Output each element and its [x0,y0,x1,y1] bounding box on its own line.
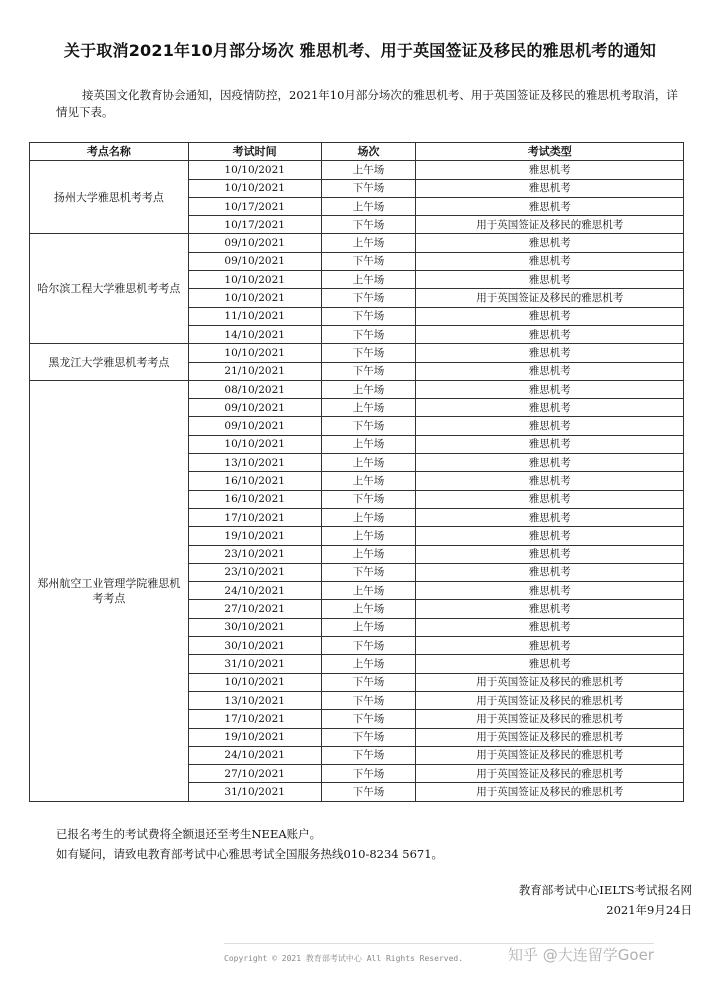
exam-session: 下午场 [321,179,416,197]
exam-date: 08/10/2021 [188,380,321,398]
exam-session: 上午场 [321,472,416,490]
exam-type: 用于英国签证及移民的雅思机考 [416,710,684,728]
exam-session: 下午场 [321,765,416,783]
exam-session: 下午场 [321,637,416,655]
exam-type: 雅思机考 [416,197,684,215]
exam-session: 下午场 [321,344,416,362]
exam-type: 雅思机考 [416,325,684,343]
exam-date: 17/10/2021 [188,508,321,526]
table-header-row [30,143,684,161]
exam-session: 上午场 [321,618,416,636]
exam-date: 24/10/2021 [188,746,321,764]
exam-date: 16/10/2021 [188,472,321,490]
exam-date: 09/10/2021 [188,234,321,252]
exam-type: 雅思机考 [416,454,684,472]
exam-date: 31/10/2021 [188,655,321,673]
exam-date: 30/10/2021 [188,618,321,636]
exam-session: 上午场 [321,655,416,673]
cancelled-sessions-table [29,142,684,802]
exam-type: 用于英国签证及移民的雅思机考 [416,673,684,691]
exam-date: 11/10/2021 [188,307,321,325]
exam-type: 雅思机考 [416,508,684,526]
exam-type: 雅思机考 [416,234,684,252]
table-row [30,234,684,252]
exam-session: 上午场 [321,161,416,179]
exam-session: 下午场 [321,691,416,709]
exam-session: 上午场 [321,399,416,417]
exam-date: 10/10/2021 [188,161,321,179]
exam-date: 19/10/2021 [188,527,321,545]
exam-type: 雅思机考 [416,179,684,197]
exam-session: 下午场 [321,362,416,380]
exam-session: 上午场 [321,527,416,545]
exam-center-name: 黑龙江大学雅思机考考点 [30,344,189,381]
copyright-text: Copyright © 2021 教育部考试中心 All Rights Reserved. [224,954,464,963]
exam-date: 09/10/2021 [188,399,321,417]
exam-type: 雅思机考 [416,161,684,179]
exam-session: 下午场 [321,673,416,691]
exam-date: 27/10/2021 [188,765,321,783]
notice-title: 关于取消2021年10月部分场次 雅思机考、用于英国签证及移民的雅思机考的通知 [63,41,657,60]
exam-type: 雅思机考 [416,252,684,270]
exam-session: 下午场 [321,216,416,234]
exam-date: 23/10/2021 [188,563,321,581]
exam-session: 上午场 [321,600,416,618]
exam-session: 上午场 [321,234,416,252]
exam-date: 23/10/2021 [188,545,321,563]
exam-type: 雅思机考 [416,380,684,398]
exam-type: 雅思机考 [416,271,684,289]
exam-type: 雅思机考 [416,545,684,563]
exam-type: 用于英国签证及移民的雅思机考 [416,783,684,801]
exam-session: 上午场 [321,582,416,600]
exam-date: 14/10/2021 [188,325,321,343]
exam-date: 13/10/2021 [188,691,321,709]
table-body [30,161,684,801]
exam-type: 雅思机考 [416,362,684,380]
exam-type: 用于英国签证及移民的雅思机考 [416,728,684,746]
exam-date: 16/10/2021 [188,490,321,508]
exam-session: 下午场 [321,307,416,325]
exam-date: 10/10/2021 [188,179,321,197]
exam-session: 上午场 [321,271,416,289]
exam-center-name: 郑州航空工业管理学院雅思机考考点 [30,380,189,801]
table-row [30,380,684,398]
exam-session: 下午场 [321,490,416,508]
exam-type: 雅思机考 [416,417,684,435]
zhihu-watermark: 知乎 @大连留学Goer [508,946,654,964]
exam-session: 下午场 [321,563,416,581]
exam-date: 10/10/2021 [188,673,321,691]
exam-date: 10/17/2021 [188,216,321,234]
exam-type: 雅思机考 [416,582,684,600]
exam-type: 用于英国签证及移民的雅思机考 [416,691,684,709]
refund-note: 已报名考生的考试费将全额退还至考生NEEA账户。 [56,827,322,841]
issuer-name: 教育部考试中心IELTS考试报名网 [518,883,692,897]
exam-type: 雅思机考 [416,600,684,618]
header-center: 考点名称 [30,143,189,161]
exam-date: 21/10/2021 [188,362,321,380]
exam-session: 下午场 [321,728,416,746]
exam-date: 17/10/2021 [188,710,321,728]
exam-date: 27/10/2021 [188,600,321,618]
intro-paragraph: 接英国文化教育协会通知，因疫情防控，2021年10月部分场次的雅思机考、用于英国签证及移民的雅思机考取消，详情见下表。 [56,88,678,119]
exam-type: 雅思机考 [416,655,684,673]
exam-session: 下午场 [321,417,416,435]
hotline-note: 如有疑问，请致电教育部考试中心雅思考试全国服务热线010-8234 5671。 [56,847,444,861]
exam-type: 雅思机考 [416,563,684,581]
exam-date: 10/17/2021 [188,197,321,215]
exam-type: 雅思机考 [416,307,684,325]
exam-date: 09/10/2021 [188,417,321,435]
exam-center-name: 哈尔滨工程大学雅思机考考点 [30,234,189,344]
exam-type: 用于英国签证及移民的雅思机考 [416,289,684,307]
exam-session: 下午场 [321,746,416,764]
header-date: 考试时间 [188,143,321,161]
exam-date: 09/10/2021 [188,252,321,270]
exam-date: 10/10/2021 [188,271,321,289]
exam-type: 用于英国签证及移民的雅思机考 [416,216,684,234]
table-row [30,161,684,179]
exam-session: 上午场 [321,197,416,215]
header-type: 考试类型 [416,143,684,161]
exam-session: 下午场 [321,783,416,801]
exam-type: 雅思机考 [416,618,684,636]
exam-type: 用于英国签证及移民的雅思机考 [416,765,684,783]
exam-type: 雅思机考 [416,527,684,545]
exam-type: 雅思机考 [416,344,684,362]
exam-session: 下午场 [321,289,416,307]
issue-date: 2021年9月24日 [606,903,692,917]
exam-session: 上午场 [321,454,416,472]
exam-session: 下午场 [321,252,416,270]
exam-session: 上午场 [321,435,416,453]
exam-type: 雅思机考 [416,399,684,417]
exam-date: 13/10/2021 [188,454,321,472]
exam-date: 10/10/2021 [188,289,321,307]
exam-type: 用于英国签证及移民的雅思机考 [416,746,684,764]
exam-session: 上午场 [321,545,416,563]
exam-type: 雅思机考 [416,435,684,453]
exam-center-name: 扬州大学雅思机考考点 [30,161,189,234]
exam-date: 10/10/2021 [188,435,321,453]
exam-date: 19/10/2021 [188,728,321,746]
table-row [30,344,684,362]
header-session: 场次 [321,143,416,161]
exam-type: 雅思机考 [416,472,684,490]
exam-date: 10/10/2021 [188,344,321,362]
exam-date: 31/10/2021 [188,783,321,801]
exam-type: 雅思机考 [416,490,684,508]
exam-session: 上午场 [321,508,416,526]
exam-date: 24/10/2021 [188,582,321,600]
exam-type: 雅思机考 [416,637,684,655]
exam-date: 30/10/2021 [188,637,321,655]
exam-session: 上午场 [321,380,416,398]
exam-session: 下午场 [321,325,416,343]
exam-session: 下午场 [321,710,416,728]
